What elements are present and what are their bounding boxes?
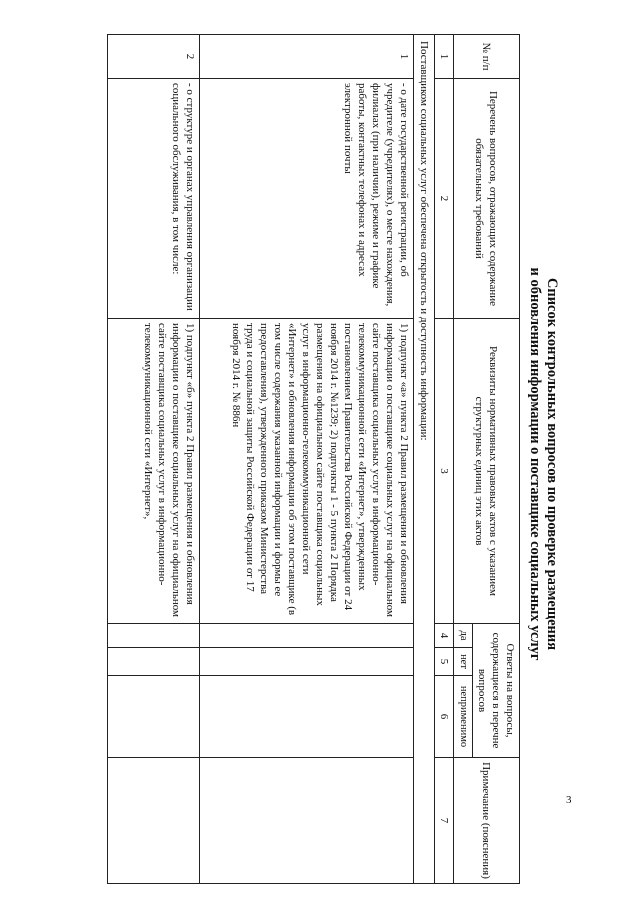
header-questions: Перечень вопросов, отражающих содержание обязательных требований bbox=[454, 79, 520, 319]
column-number: 6 bbox=[435, 676, 454, 758]
answer-na-cell bbox=[108, 676, 200, 758]
header-note: Примечание (пояснения) bbox=[454, 758, 520, 884]
header-no: нет bbox=[454, 648, 473, 676]
page-number: 3 bbox=[566, 794, 572, 806]
column-number: 3 bbox=[435, 319, 454, 624]
column-number: 7 bbox=[435, 758, 454, 884]
answer-yes-cell bbox=[108, 624, 200, 648]
row-requisites: 1) подпункт «а» пункта 2 Правил размещения и обновления информации о поставщике социальных услуг на официальном сайте поставщика социальных услуг в информационно-телекоммуникационной сети «Интернет», утвержденных постановлением Правительства Российской Федерации от 24 ноября 2014 г. №1239; 2) подпункты 1 - 5 пункта 2 Порядка размещения на официальном сайте поставщика социальных услуг в информационно-телекоммуникационной сети «Интернет» и обновления информации об этом поставщике (в том числе содержания указанной информации и формы ее предоставления), утвержденного приказом Министерства труда и социальной защиты Российской Федерации от 17 ноября 2014 г. № 886н bbox=[200, 319, 414, 624]
column-number: 5 bbox=[435, 648, 454, 676]
column-number: 2 bbox=[435, 79, 454, 319]
note-cell bbox=[200, 758, 414, 884]
column-number: 1 bbox=[435, 35, 454, 79]
title-line-1: Список контрольных вопросов по проверке размещения bbox=[544, 277, 560, 651]
header-yes: да bbox=[454, 624, 473, 648]
row-number: 1 bbox=[200, 35, 414, 79]
answer-yes-cell bbox=[200, 624, 414, 648]
answer-no-cell bbox=[108, 648, 200, 676]
column-number-row bbox=[435, 35, 454, 884]
rotated-document bbox=[50, 34, 560, 884]
header-row bbox=[473, 35, 520, 884]
section-heading: Поставщиком социальных услуг обеспечена открытость и доступность информации: bbox=[414, 35, 435, 884]
section-row bbox=[414, 35, 435, 884]
row-question: - о дате государственной регистрации, об учредителе (учредителях), о месте нахождения, филиалах (при наличии), режиме и графике работы, контактных телефонах и адресах электронной почты bbox=[200, 79, 414, 319]
checklist-table bbox=[107, 34, 520, 884]
row-number: 2 bbox=[108, 35, 200, 79]
header-na: неприменимо bbox=[454, 676, 473, 758]
header-num: № п/п bbox=[454, 35, 520, 79]
row-requisites: 1) подпункт «б» пункта 2 Правил размещения и обновления информации о поставщике социальных услуг на официальном сайте поставщика социальных услуг в информационно-телекоммуникационной сети «Интернет», bbox=[108, 319, 200, 624]
table-row bbox=[108, 35, 200, 884]
table-row bbox=[200, 35, 414, 884]
document-title bbox=[526, 184, 560, 744]
title-line-2: и обновления информации о поставщике социальных услуг bbox=[527, 267, 543, 661]
column-number: 4 bbox=[435, 624, 454, 648]
header-answers: Ответы на вопросы, содержащиеся в перечне вопросов bbox=[473, 624, 520, 758]
answer-na-cell bbox=[200, 676, 414, 758]
header-requisites: Реквизиты нормативных правовых актов с указанием структурных единиц этих актов bbox=[454, 319, 520, 624]
row-question: - о структуре и органах управления организации социального обслуживания, в том числе: bbox=[108, 79, 200, 319]
note-cell bbox=[108, 758, 200, 884]
answer-no-cell bbox=[200, 648, 414, 676]
